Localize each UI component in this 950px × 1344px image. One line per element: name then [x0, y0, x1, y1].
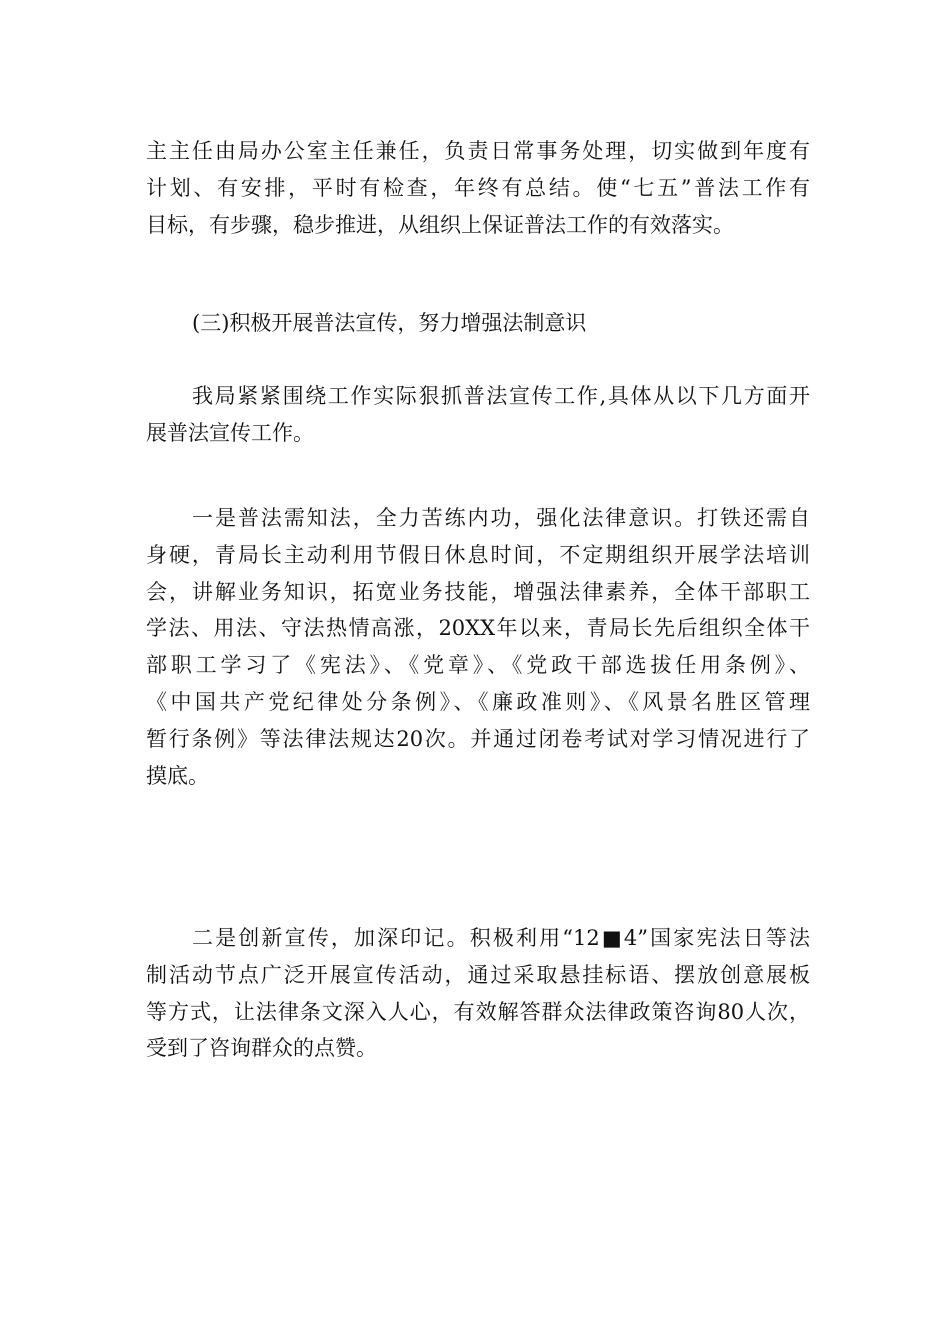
paragraph-point-one: [146, 500, 810, 794]
text-line: 等方式，让法律条文深入人心，有效解答群众法律政策咨询80人次，: [146, 999, 810, 1024]
text-line: 会，讲解业务知识，拓宽业务技能，增强法律素养，全体干部职工: [146, 579, 810, 604]
text-line: 二是创新宣传，加深印记。积极利用“12■4”国家宪法日等法: [192, 926, 810, 950]
text-line: 暂行条例》等法律法规达20次。并通过闭卷考试对学习情况进行了: [146, 726, 810, 751]
text-line: 身硬，青局长主动利用节假日休息时间，不定期组织开展学法培训: [146, 542, 810, 567]
text-line: 摸底。: [146, 763, 209, 788]
text-line: 一是普法需知法，全力苦练内功，强化法律意识。打铁还需自: [192, 506, 810, 530]
text-line: 学法、用法、守法热情高涨，20XX年以来，青局长先后组织全体干: [146, 616, 810, 641]
text-line: 我局紧紧围绕工作实际狠抓普法宣传工作,具体从以下几方面开: [192, 384, 810, 408]
paragraph-org-guarantee: [146, 133, 810, 243]
text-line: 制活动节点广泛开展宣传活动，通过采取悬挂标语、摆放创意展板: [146, 962, 810, 987]
text-line: 受到了咨询群众的点赞。: [146, 1036, 377, 1061]
text-line: 计划、有安排，平时有检查，年终有总结。使“七五”普法工作有: [146, 175, 810, 200]
text-line: 目标，有步骤，稳步推进，从组织上保证普法工作的有效落实。: [146, 212, 734, 237]
text-line: 《中国共产党纪律处分条例》、《廉政准则》、《风景名胜区管理: [146, 689, 810, 714]
text-line: 展普法宣传工作。: [146, 420, 314, 445]
text-line: 部职工学习了《宪法》、《党章》、《党政干部选拔任用条例》、: [146, 653, 810, 678]
paragraph-intro: [146, 378, 810, 452]
paragraph-point-two: [146, 920, 810, 1067]
section-heading: [146, 305, 810, 342]
section-heading-text: (三)积极开展普法宣传，努力增强法制意识: [192, 311, 587, 335]
text-line: 主主任由局办公室主任兼任，负责日常事务处理，切实做到年度有: [146, 139, 810, 163]
